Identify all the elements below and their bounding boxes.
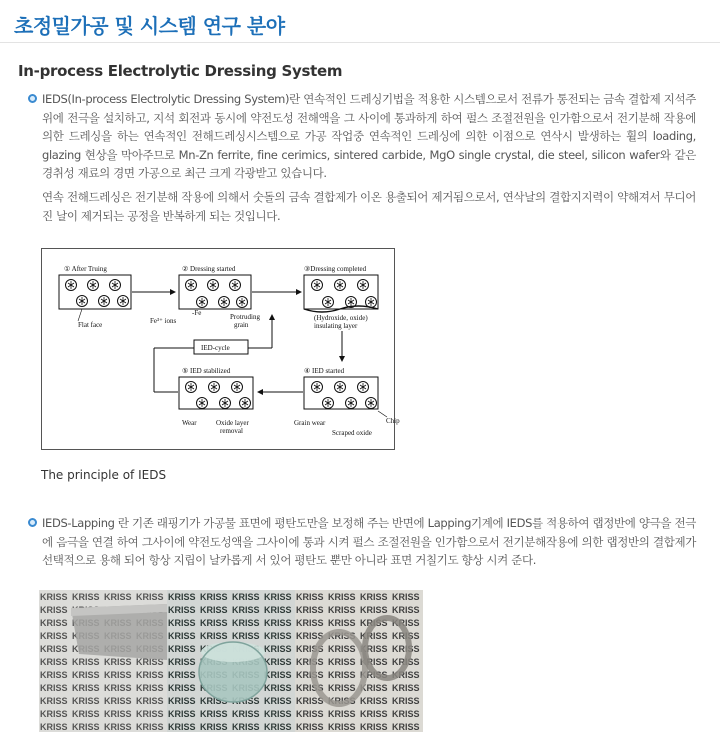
step3-label: ③Dressing completed [304,265,367,273]
step1-label: ① After Truing [64,265,107,273]
bullet-icon [28,94,37,103]
photo-lapping-ring [295,590,423,732]
section-heading: In-process Electrolytic Dressing System [18,62,343,80]
insulating-layer-label: insulating layer [314,322,358,330]
step4-label: ④ IED started [304,367,345,375]
fe-sub-label: -Fe [192,309,202,317]
grain-wear-label: Grain wear [294,419,326,427]
flat-face-label: Flat face [78,321,103,329]
bullet-icon [28,518,37,527]
fe-ions-label: Fe³⁺ ions [150,317,177,325]
wear-label: Wear [182,419,197,427]
page-title: 초정밀가공 및 시스템 연구 분야 [14,14,285,38]
ieds-paragraph-2: 연속 전해드레싱은 전기분해 작용에 의해서 숫돌의 금속 결합제가 이온 용출되어 제거됨으로서, 연삭날의 결합지지력이 약해져서 무디어진 날이 제거되는 공정을 반복하게 되는 것입니다. [42,190,696,223]
photo-lapping-disc [167,590,295,732]
ieds-paragraph-1: IEDS(In-process Electrolytic Dressing System)란 연속적인 드레싱기법을 적용한 시스템으로서 전류가 통전되는 금속 결합제 지석주위에 전극을 설치하고, 지석 회전과 동시에 약전도성 전해액을 그 사이에 통과하게 하여 펄스 조절전원을 인가함으로서 전기분해 작용에 의한 드레싱을 하는 연속적인 전해드레싱시스템으로 가공 작업중 연속적인 드레싱에 의한 이점으로 연삭시 발생하는 휠의 loading, glazing 현상을 막아주므로 Mn-Zn ferrite, fine cerimics, sintered carbide, MgO single crystal, die steel, silicon wafer와 같은 경취성 재료의 경면 가공으로 최근 크게 각광받고 있습니다. [42,92,696,181]
diagram-caption: The principle of IEDS [41,468,167,482]
title-divider [0,42,720,43]
lapping-paragraph: IEDS-Lapping 란 기존 래핑기가 가공물 표면에 평탄도만을 보정해 주는 반면에 Lapping기계에 IEDS를 적용하여 랩정반에 양극을 전극에 음극을 연결 하여 그사이에 약전도성액을 그사이에 통과 시켜 펄스 조절전원을 인가함으로서 전기분해작용에 의한 랩정반의 결합제가 선택적으로 용해 되어 항상 지립이 날카롭게 서 있어 평탄도 뿐만 아니라 표면 거칠기도 향상 시켜 준다. [42,516,696,568]
protruding-grain-label-2: grain [234,321,249,329]
step2-label: ② Dressing started [182,265,236,273]
protruding-grain-label: Protruding [230,313,260,321]
removal-label: removal [220,427,243,435]
photo-lapping-workpiece [39,590,167,732]
scraped-oxide-label: Scraped oxide [332,429,372,437]
ied-cycle-label: IED-cycle [201,344,230,352]
ieds-principle-diagram [41,248,400,450]
step5-label: ⑤ IED stabilized [182,367,231,375]
hydroxide-label: (Hydroxide, oxide) [314,314,368,322]
chip-label: Chip [386,417,400,425]
oxide-layer-label: Oxide layer [216,419,249,427]
